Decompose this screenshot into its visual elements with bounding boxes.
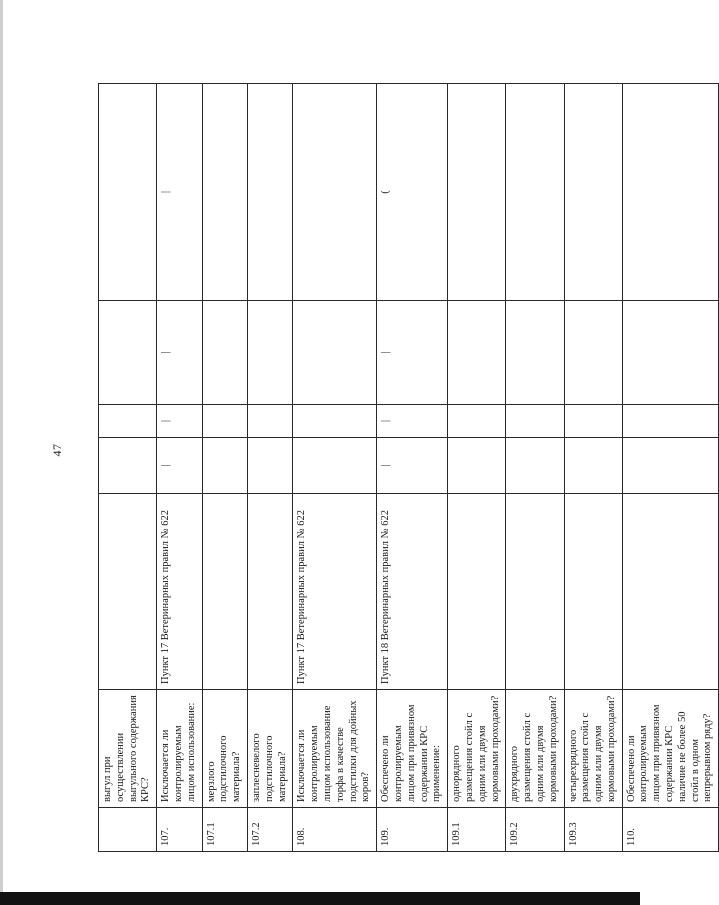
mark-not-applicable — [293, 301, 377, 405]
mark-no — [99, 405, 157, 438]
mark-not-applicable — [622, 301, 719, 405]
row-question: Исключается ли контролируемым лицом использование торфа в качестве подстилки для дойных коров? — [293, 690, 377, 808]
row-number: 109.1 — [448, 808, 506, 852]
row-question: двухрядного размещения стойл с одним или двумя кормовыми проходами? — [506, 690, 564, 808]
mark-yes — [247, 438, 292, 494]
row-question: Исключается ли контролируемым лицом использование: — [157, 690, 202, 808]
table-row — [564, 84, 622, 852]
checklist-table — [98, 83, 719, 852]
row-question: Обеспечено ли контролируемым лицом при привязном содержании КРС наличие не более 50 стойл в одном непрерывном ряду? — [622, 690, 719, 808]
scan-edge — [0, 0, 3, 905]
table-row — [448, 84, 506, 852]
mark-yes — [202, 438, 247, 494]
mark-no — [448, 405, 506, 438]
table-row — [506, 84, 564, 852]
mark-note — [293, 84, 377, 301]
table-row — [157, 84, 202, 852]
row-number: 107.1 — [202, 808, 247, 852]
mark-yes: | — [377, 438, 448, 494]
row-number: 107.2 — [247, 808, 292, 852]
row-question: однорядного размещения стойл с одним или двумя кормовыми проходами? — [448, 690, 506, 808]
mark-note — [202, 84, 247, 301]
row-reference: Пункт 18 Ветеринарных правил № 622 — [377, 494, 448, 690]
table-row — [293, 84, 377, 852]
mark-not-applicable — [506, 301, 564, 405]
table-row — [622, 84, 719, 852]
row-question: мерзлого подстилочного материала? — [202, 690, 247, 808]
row-reference: Пункт 17 Ветеринарных правил № 622 — [293, 494, 377, 690]
mark-note — [564, 84, 622, 301]
row-reference — [99, 494, 157, 690]
mark-no — [293, 405, 377, 438]
row-reference — [202, 494, 247, 690]
scan-bottom-edge — [0, 892, 640, 905]
mark-not-applicable — [247, 301, 292, 405]
mark-yes — [99, 438, 157, 494]
table-row — [247, 84, 292, 852]
mark-not-applicable: | — [377, 301, 448, 405]
row-reference — [247, 494, 292, 690]
mark-not-applicable — [564, 301, 622, 405]
mark-yes — [293, 438, 377, 494]
rotated-table-container — [98, 84, 714, 852]
row-reference — [564, 494, 622, 690]
table-row — [377, 84, 448, 852]
row-number: 108. — [293, 808, 377, 852]
mark-note — [622, 84, 719, 301]
row-question: выгул при осуществлении выгульного содержания КРС? — [99, 690, 157, 808]
mark-yes — [564, 438, 622, 494]
mark-note: ( — [377, 84, 448, 301]
row-number: 107. — [157, 808, 202, 852]
mark-no: | — [377, 405, 448, 438]
row-reference — [622, 494, 719, 690]
row-question: Обеспечено ли контролируемым лицом при привязном содержании КРС применение: — [377, 690, 448, 808]
mark-note — [506, 84, 564, 301]
mark-not-applicable: | — [157, 301, 202, 405]
mark-yes — [506, 438, 564, 494]
mark-not-applicable — [99, 301, 157, 405]
mark-no — [202, 405, 247, 438]
mark-note — [247, 84, 292, 301]
checklist-rows — [99, 84, 719, 852]
mark-no: | — [157, 405, 202, 438]
mark-no — [622, 405, 719, 438]
table-row — [99, 84, 157, 852]
row-number: 109. — [377, 808, 448, 852]
page-number: 47 — [50, 443, 64, 457]
row-number: 109.3 — [564, 808, 622, 852]
mark-no — [564, 405, 622, 438]
mark-no — [506, 405, 564, 438]
table-row — [202, 84, 247, 852]
row-reference — [448, 494, 506, 690]
row-reference — [506, 494, 564, 690]
mark-not-applicable — [448, 301, 506, 405]
row-number: 110. — [622, 808, 719, 852]
mark-yes — [448, 438, 506, 494]
row-reference: Пункт 17 Ветеринарных правил № 622 — [157, 494, 202, 690]
mark-yes — [622, 438, 719, 494]
mark-note — [99, 84, 157, 301]
row-number — [99, 808, 157, 852]
mark-note — [448, 84, 506, 301]
mark-note: | — [157, 84, 202, 301]
row-question: четырехрядного размещения стойл с одним или двумя кормовыми проходами? — [564, 690, 622, 808]
mark-yes: | — [157, 438, 202, 494]
mark-not-applicable — [202, 301, 247, 405]
row-number: 109.2 — [506, 808, 564, 852]
row-question: заплесневелого подстилочного материала? — [247, 690, 292, 808]
mark-no — [247, 405, 292, 438]
